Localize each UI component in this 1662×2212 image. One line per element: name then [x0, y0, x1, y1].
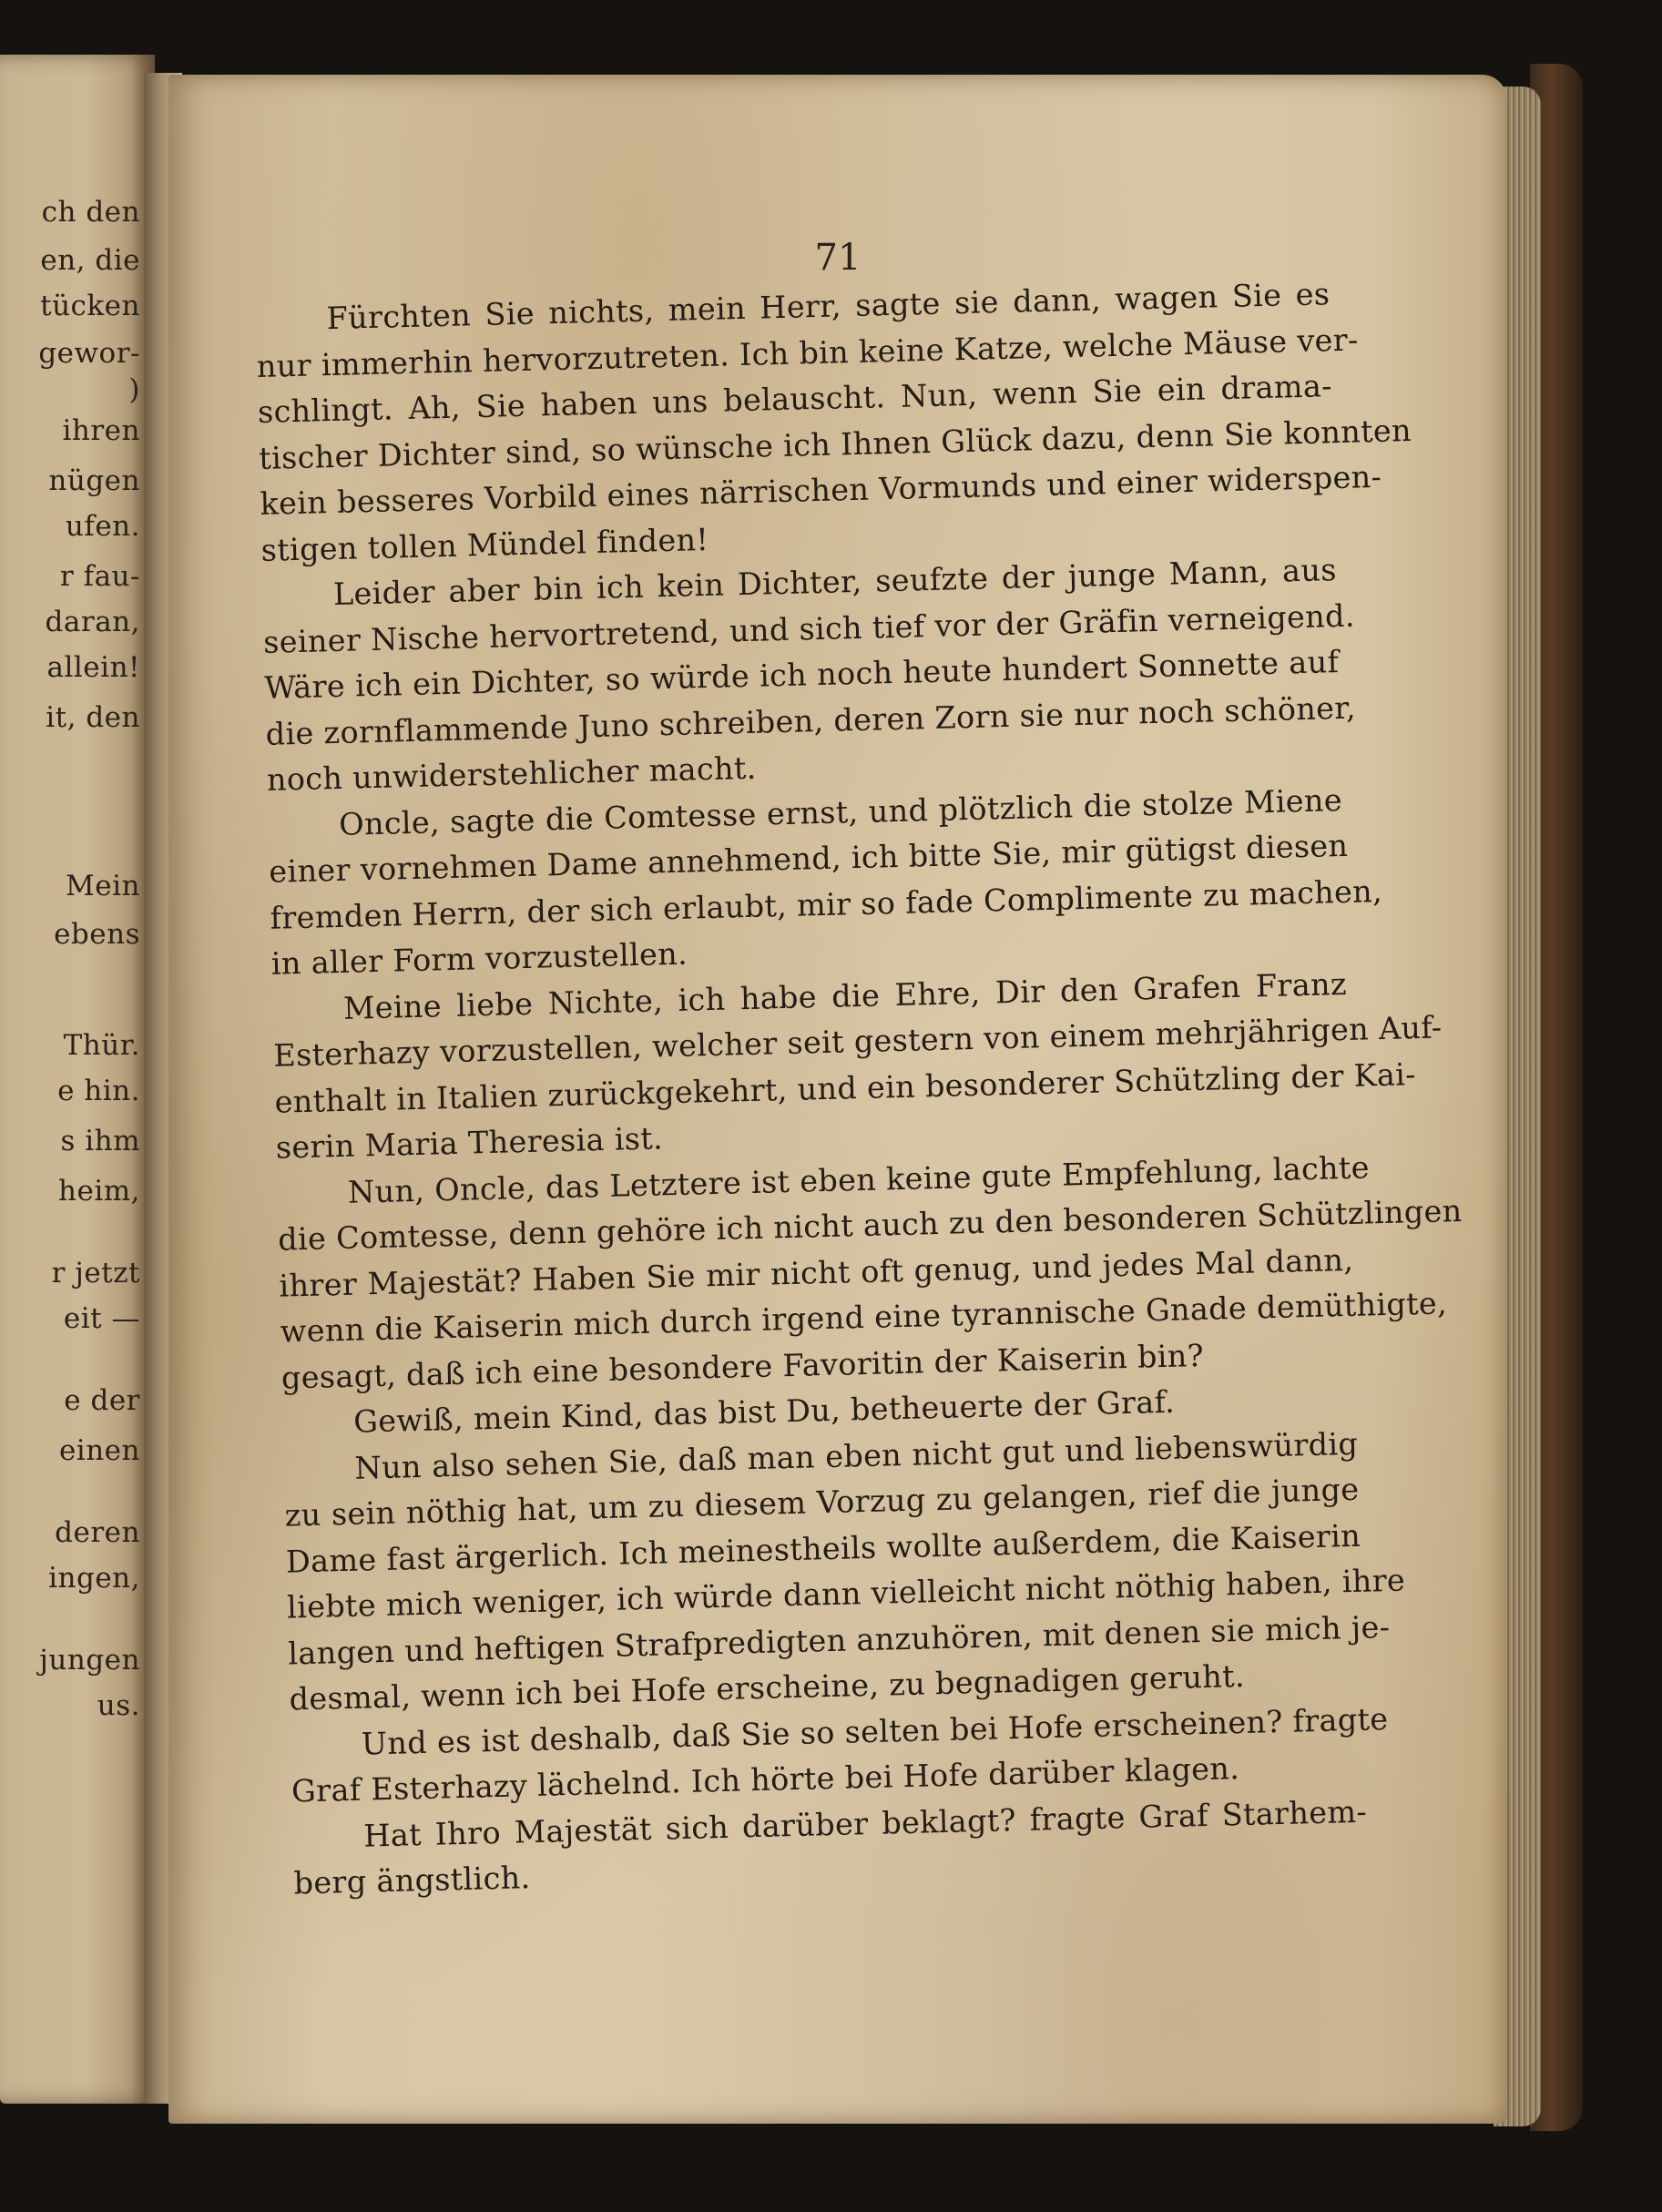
text-line: einer vornehmen Dame annehmend, ich bitte Sie, mir gütigst diesen: [268, 827, 1349, 890]
text-line: serin Maria Theresia ist.: [275, 1120, 664, 1166]
page-number: 71: [814, 237, 862, 279]
left-page-line: r jetzt: [51, 1257, 140, 1289]
text-line: die zornflammende Juno schreiben, deren Zorn sie nur noch schöner,: [265, 689, 1357, 752]
left-page-line: jungen: [39, 1644, 140, 1677]
left-page-line: ihren: [62, 414, 140, 447]
text-line: berg ängstlich.: [293, 1860, 531, 1901]
left-page-line: ): [128, 373, 140, 406]
text-line: tischer Dichter sind, so wünsche ich Ihnen Glück dazu, denn Sie konnten: [258, 412, 1412, 476]
left-page-line: it, den: [46, 701, 140, 734]
left-page-line: us.: [97, 1689, 140, 1722]
facing-left-page: [0, 55, 155, 2104]
text-line: Fürchten Sie nichts, mein Herr, sagte sie dann, wagen Sie es: [326, 276, 1331, 337]
text-line: Dame fast ärgerlich. Ich meinestheils wollte außerdem, die Kaiserin: [285, 1517, 1361, 1580]
left-page-line: einen: [58, 1434, 140, 1467]
left-page-line: tücken: [40, 290, 140, 322]
text-line: Graf Esterhazy lächelnd. Ich hörte bei Hofe darüber klagen.: [291, 1750, 1240, 1809]
text-line: Meine liebe Nichte, ich habe die Ehre, Dir den Grafen Franz: [342, 965, 1348, 1026]
left-page-line: daran,: [45, 606, 140, 638]
text-line: Hat Ihro Majestät sich darüber beklagt? fragte Graf Starhem-: [362, 1793, 1368, 1854]
left-page-line: nügen: [48, 464, 140, 497]
text-line: kein besseres Vorbild eines närrischen Vormunds und einer widerspen-: [260, 458, 1382, 522]
left-page-line: Thür.: [63, 1029, 140, 1062]
text-line: langen und heftigen Strafpredigten anzuhören, mit denen sie mich je-: [287, 1608, 1391, 1672]
left-page-line: e hin.: [57, 1075, 140, 1107]
left-page-line: ingen,: [48, 1562, 140, 1595]
text-line: wenn die Kaiserin mich durch irgend eine tyrannische Gnade demüthigte,: [280, 1285, 1448, 1350]
left-page-line: eit —: [63, 1302, 140, 1335]
text-line: die Comtesse, denn gehöre ich nicht auch zu den besonderen Schützlingen: [277, 1192, 1463, 1258]
text-line: Leider aber bin ich kein Dichter, seufzte der junge Mann, aus: [332, 552, 1338, 612]
text-line: enthalt in Italien zurückgekehrt, und ein besonderer Schützling der Kai-: [274, 1055, 1417, 1120]
left-page-line: ebens: [54, 918, 140, 951]
text-line: in aller Form vorzustellen.: [270, 935, 688, 982]
text-line: ihrer Majestät? Haben Sie mir nicht oft genug, und jedes Mal dann,: [279, 1241, 1354, 1304]
left-page-line: r fau-: [59, 560, 140, 593]
left-page-line: s ihm: [60, 1125, 140, 1157]
left-page-line: deren: [55, 1516, 140, 1549]
text-line: zu sein nöthig hat, um zu diesem Vorzug zu gelangen, rief die junge: [284, 1471, 1360, 1534]
left-page-line: ch den: [41, 196, 140, 229]
left-page-line: ufen.: [65, 510, 140, 543]
left-page-line: Mein: [66, 870, 140, 902]
left-page-line: heim,: [58, 1175, 140, 1208]
text-line: stigen tollen Mündel finden!: [260, 521, 709, 568]
text-line: liebte mich weniger, ich würde dann vielleicht nicht nöthig haben, ihre: [286, 1562, 1406, 1626]
text-line: desmal, wenn ich bei Hofe erscheine, zu begnadigen geruht.: [289, 1657, 1246, 1718]
text-line: schlingt. Ah, Sie haben uns belauscht. Nun, wenn Sie ein drama-: [257, 368, 1333, 430]
left-page-line: en, die: [40, 244, 140, 277]
left-page-line: e der: [64, 1384, 140, 1417]
text-line: Nun, Oncle, das Letztere ist eben keine gute Empfehlung, lachte: [347, 1148, 1371, 1210]
left-page-line: allein!: [46, 651, 140, 684]
text-line: Esterhazy vorzustellen, welcher seit gestern von einem mehrjährigen Auf-: [272, 1009, 1443, 1074]
text-line: Oncle, sagte die Comtesse ernst, und plötzlich die stolze Miene: [338, 781, 1343, 842]
text-line: gesagt, daß ich eine besondere Favoritin der Kaiserin bin?: [280, 1337, 1205, 1396]
page-body-text: [255, 271, 1463, 1907]
text-line: Nun also sehen Sie, daß man eben nicht gut und liebenswürdig: [353, 1425, 1359, 1486]
text-line: fremden Herrn, der sich erlaubt, mir so fade Complimente zu machen,: [270, 872, 1383, 936]
text-line: Gewiß, mein Kind, das bist Du, betheuerte der Graf.: [352, 1383, 1176, 1440]
text-line: Und es ist deshalb, daß Sie so selten bei Hofe erscheinen? fragte: [361, 1700, 1389, 1762]
text-line: nur immerhin hervorzutreten. Ich bin keine Katze, welche Mäuse ver-: [256, 321, 1360, 384]
text-line: noch unwiderstehlicher macht.: [266, 749, 758, 798]
text-line: seiner Nische hervortretend, und sich tief vor der Gräfin verneigend.: [262, 597, 1356, 660]
text-line: Wäre ich ein Dichter, so würde ich noch heute hundert Sonnette auf: [263, 644, 1340, 706]
right-page: [168, 75, 1507, 2124]
left-page-line: gewor-: [38, 337, 140, 370]
